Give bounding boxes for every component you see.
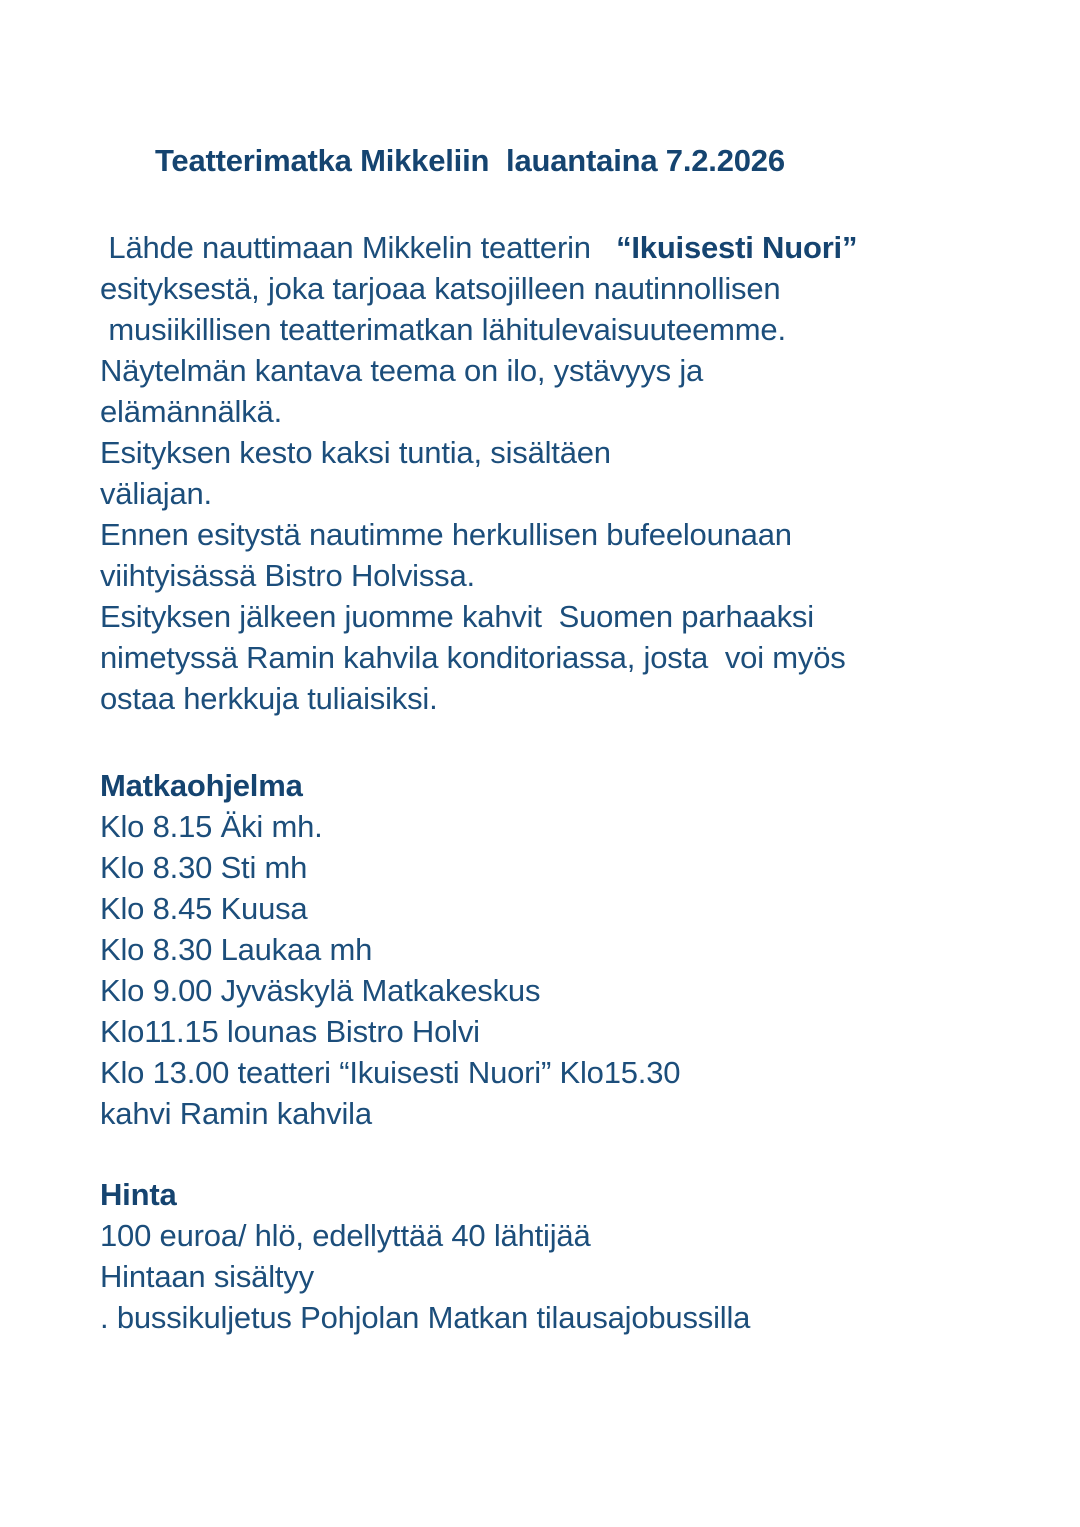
program-item: Klo 8.15 Äki mh.: [100, 809, 323, 844]
intro-line: elämännälkä.: [100, 394, 282, 429]
intro-line: nimetyssä Ramin kahvila konditoriassa, josta voi myös: [100, 640, 846, 675]
program-item: Klo 13.00 teatteri “Ikuisesti Nuori” Klo15.30: [100, 1055, 681, 1090]
show-name-bold: “Ikuisesti Nuori”: [616, 230, 858, 265]
price-line: 100 euroa/ hlö, edellyttää 40 lähtijää: [100, 1218, 591, 1253]
intro-line: Esityksen kesto kaksi tuntia, sisältäen: [100, 435, 611, 470]
intro-line: Esityksen jälkeen juomme kahvit Suomen parhaaksi: [100, 599, 814, 634]
program-item: Klo 8.30 Sti mh: [100, 850, 308, 885]
intro-line: väliajan.: [100, 476, 212, 511]
document-title: Teatterimatka Mikkeliin lauantaina 7.2.2026: [155, 143, 785, 178]
price-line: Hintaan sisältyy: [100, 1259, 314, 1294]
program-item: Klo11.15 lounas Bistro Holvi: [100, 1014, 480, 1049]
program-heading: Matkaohjelma: [100, 768, 303, 803]
intro-line: esityksestä, joka tarjoaa katsojilleen nautinnollisen: [100, 271, 781, 306]
program-item: Klo 8.45 Kuusa: [100, 891, 308, 926]
intro-lead-line: [100, 227, 1030, 268]
program-item: Klo 9.00 Jyväskylä Matkakeskus: [100, 973, 541, 1008]
program-item: kahvi Ramin kahvila: [100, 1096, 372, 1131]
price-line: . bussikuljetus Pohjolan Matkan tilausajobussilla: [100, 1300, 751, 1335]
program-item: Klo 8.30 Laukaa mh: [100, 932, 373, 967]
intro-line: Näytelmän kantava teema on ilo, ystävyys ja: [100, 353, 704, 388]
intro-line: viihtyisässä Bistro Holvissa.: [100, 558, 475, 593]
intro-lead-text: Lähde nauttimaan Mikkelin teatterin: [100, 230, 617, 265]
price-heading: Hinta: [100, 1177, 177, 1212]
intro-line: Ennen esitystä nautimme herkullisen bufeelounaan: [100, 517, 792, 552]
intro-line: ostaa herkkuja tuliaisiksi.: [100, 681, 438, 716]
intro-line: musiikillisen teatterimatkan lähitulevaisuuteemme.: [100, 312, 786, 347]
